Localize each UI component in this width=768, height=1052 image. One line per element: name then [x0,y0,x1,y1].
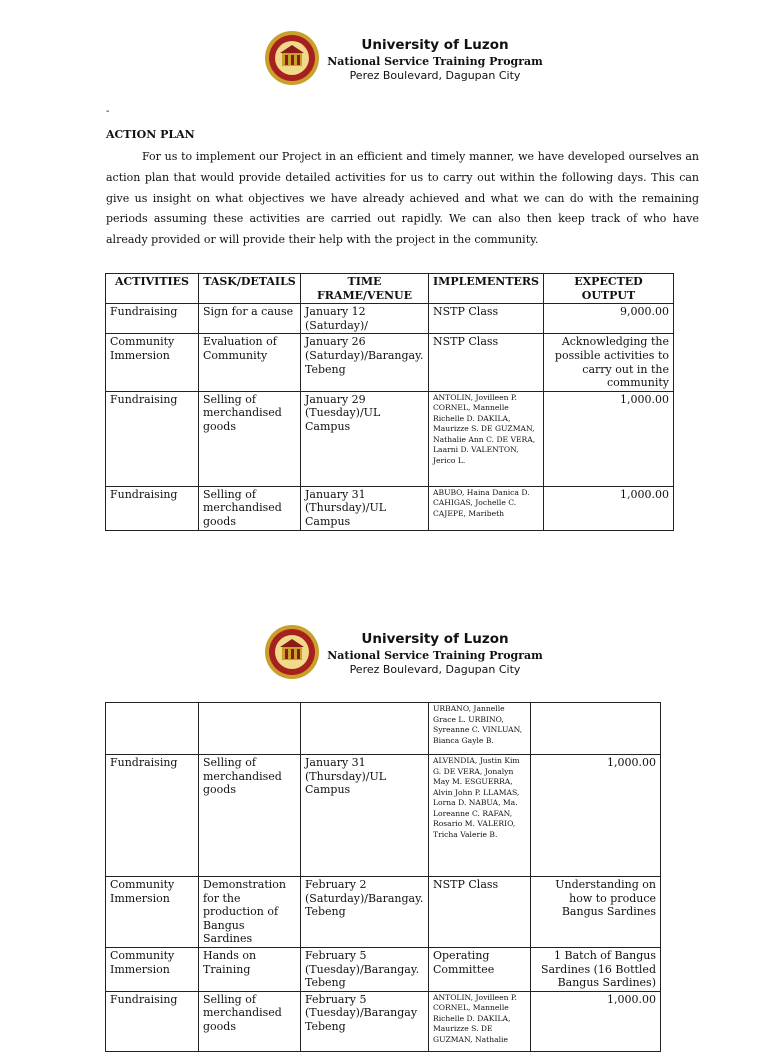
implementers-cell: NSTP Class [429,304,544,334]
time-cell: February 5 (Tuesday)/Barangay. Tebeng [301,947,429,991]
implementers-cell: NSTP Class [429,877,531,948]
address: Perez Boulevard, Dagupan City [349,663,521,676]
time-cell: January 26 (Saturday)/Barangay. Tebeng [301,334,429,391]
activity-cell: Fundraising [106,755,199,877]
column-header: TIME FRAME/VENUE [301,274,429,304]
column-header: IMPLEMENTERS [429,274,544,304]
address: Perez Boulevard, Dagupan City [349,69,521,82]
table-row [106,304,674,334]
activity-cell: Community Immersion [106,947,199,991]
implementers-cell: URBANO, Jannelle Grace L. URBINO, Syreanne C. VINLUAN, Bianca Gayle B. [429,703,531,755]
time-cell: January 31 (Thursday)/UL Campus [301,486,429,530]
activity-cell: Fundraising [106,304,199,334]
time-cell [301,703,429,755]
output-cell: 1 Batch of Bangus Sardines (16 Bottled Bangus Sardines) [531,947,661,991]
activity-cell: Community Immersion [106,334,199,391]
table-row [106,703,661,755]
table-row [106,991,661,1051]
task-cell: Selling of merchandised goods [199,991,301,1051]
stray-dash: - [106,106,110,117]
time-cell: February 2 (Saturday)/Barangay. Tebeng [301,877,429,948]
task-cell: Hands on Training [199,947,301,991]
implementers-cell: Operating Committee [429,947,531,991]
action-plan-title: ACTION PLAN [106,128,195,141]
output-cell: 1,000.00 [543,486,673,530]
implementers-cell: NSTP Class [429,334,544,391]
table-row [106,486,674,530]
time-cell: February 5 (Tuesday)/Barangay Tebeng [301,991,429,1051]
table-row [106,391,674,486]
time-cell: January 29 (Tuesday)/UL Campus [301,391,429,486]
table-row [106,947,661,991]
page2-header [0,624,768,694]
university-name: University of Luzon [361,631,509,647]
implementers-cell: ALVENDIA, Justin Kim G. DE VERA, Jonalyn May M. ESGUERRA, Alvin John P. LLAMAS, Lorna D. NABUA, Ma. Loreanne C. RAFAN, Rosario M. VALERIO, Tricha Valerie B. [429,755,531,877]
output-cell: Acknowledging the possible activities to carry out in the community [543,334,673,391]
task-cell: Selling of merchandised goods [199,755,301,877]
table-row [106,877,661,948]
activity-cell: Fundraising [106,486,199,530]
time-cell: January 12 (Saturday)/ [301,304,429,334]
output-cell: 1,000.00 [531,991,661,1051]
output-cell: 9,000.00 [543,304,673,334]
activity-cell: Fundraising [106,991,199,1051]
output-cell: 1,000.00 [543,391,673,486]
program-name: National Service Training Program [327,649,543,662]
page1-header [0,30,768,100]
university-name: University of Luzon [361,37,509,53]
task-cell: Selling of merchandised goods [199,391,301,486]
task-cell: Demonstration for the production of Bangus Sardines [199,877,301,948]
activity-cell: Fundraising [106,391,199,486]
university-seal-logo [264,624,320,680]
program-name: National Service Training Program [327,55,543,68]
output-cell [531,703,661,755]
action-plan-table-page2 [105,702,661,1052]
implementers-cell: ABUBO, Haina Danica D. CAHIGAS, Jochelle C. CAJEPE, Maribeth [429,486,544,530]
activity-cell: Community Immersion [106,877,199,948]
task-cell: Selling of merchandised goods [199,486,301,530]
implementers-cell: ANTOLIN, Jovilleen P. CORNEL, Mannelle Richelle D. DAKILA, Maurizze S. DE GUZMAN, Nathalie Ann C. DE VERA, Laarni D. VALENTON, Jerico L. [429,391,544,486]
header-text [320,630,550,677]
task-cell [199,703,301,755]
table-header-row [106,274,674,304]
output-cell: Understanding on how to produce Bangus Sardines [531,877,661,948]
time-cell: January 31 (Thursday)/UL Campus [301,755,429,877]
task-cell: Sign for a cause [199,304,301,334]
activity-cell [106,703,199,755]
university-seal-logo [264,30,320,86]
action-plan-table-page1 [105,273,674,531]
header-text [320,36,550,83]
table-row [106,755,661,877]
column-header: EXPECTED OUTPUT [543,274,673,304]
output-cell: 1,000.00 [531,755,661,877]
column-header: TASK/DETAILS [199,274,301,304]
table-row [106,334,674,391]
implementers-cell: ANTOLIN, Jovilleen P. CORNEL, Mannelle Richelle D. DAKILA, Maurizze S. DE GUZMAN, Nathalie [429,991,531,1051]
task-cell: Evaluation of Community [199,334,301,391]
column-header: ACTIVITIES [106,274,199,304]
intro-paragraph: For us to implement our Project in an efficient and timely manner, we have developed ourselves an action plan that would provide detailed activities for us to carry out within the following days. This can give us insight on what objectives we have already achieved and what we can do with the remaining periods assuming these activities are carried out rapidly. We can also then keep track of who have already provided or will provide their help with the project in the community. [106,150,699,247]
